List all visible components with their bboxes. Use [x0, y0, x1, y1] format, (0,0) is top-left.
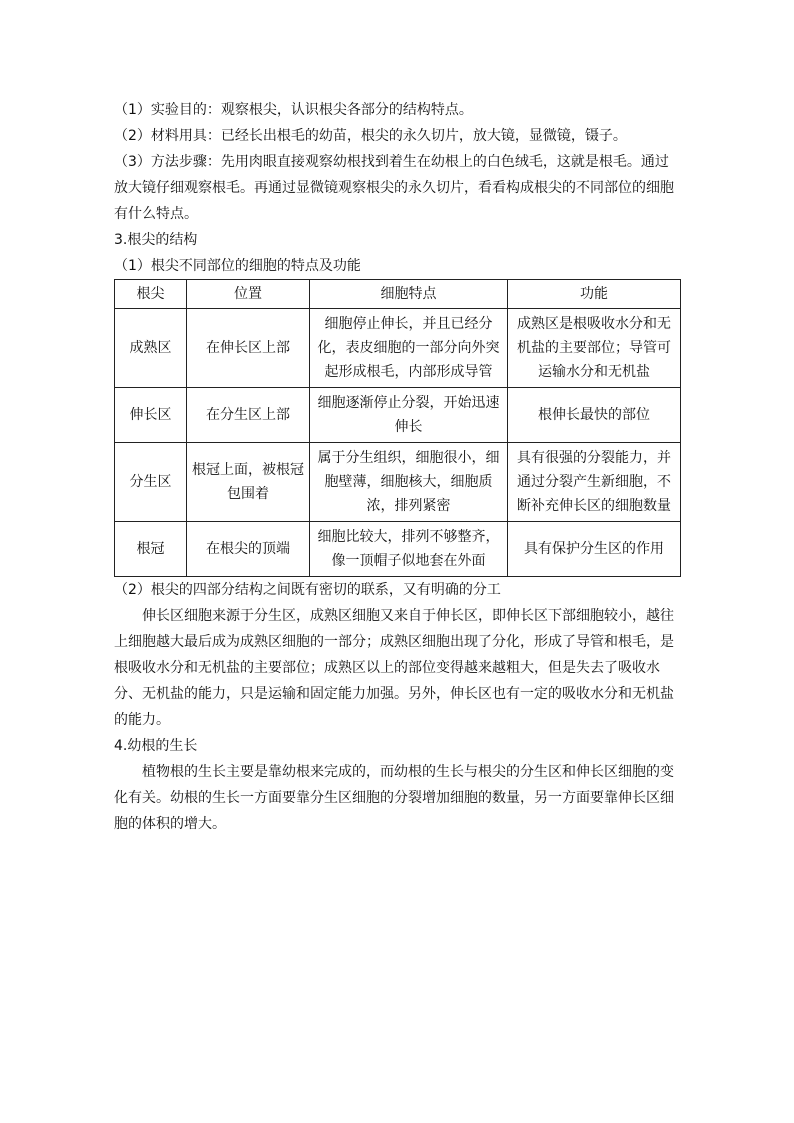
- row-region-name: 分生区: [115, 443, 187, 522]
- table-header-row: [115, 280, 681, 309]
- row-function: 根伸长最快的部位: [508, 388, 681, 443]
- header-root-tip: 根尖: [115, 280, 187, 309]
- table-row: [115, 388, 681, 443]
- root-tip-table: [114, 279, 681, 577]
- row-function: 具有保护分生区的作用: [508, 522, 681, 577]
- method-steps: （3）方法步骤：先用肉眼直接观察幼根找到着生在幼根上的白色绒毛，这就是根毛。通过放大镜仔细观察根毛。再通过显微镜观察根尖的永久切片，看看构成根尖的不同部位的细胞有什么特点。: [114, 154, 674, 222]
- row-region-name: 根冠: [115, 522, 187, 577]
- row-position: 在伸长区上部: [187, 309, 310, 388]
- document-content: [114, 97, 680, 837]
- subheading-division-of-labor: （2）根尖的四部分结构之间既有密切的联系，又有明确的分工: [114, 582, 501, 598]
- young-root-growth-body: 植物根的生长主要是靠幼根来完成的，而幼根的生长与根尖的分生区和伸长区细胞的变化有关。幼根的生长一方面要靠分生区细胞的分裂增加细胞的数量，另一方面要靠伸长区细胞的体积的增大。: [114, 764, 674, 832]
- subheading-cell-features: （1）根尖不同部位的细胞的特点及功能: [114, 258, 361, 274]
- section-heading-root-tip-structure: 3.根尖的结构: [114, 232, 198, 248]
- row-region-name: 伸长区: [115, 388, 187, 443]
- row-position: 根冠上面，被根冠包围着: [187, 443, 310, 522]
- header-position: 位置: [187, 280, 310, 309]
- header-cell-features: 细胞特点: [310, 280, 508, 309]
- row-function: 成熟区是根吸收水分和无机盐的主要部位；导管可运输水分和无机盐: [508, 309, 681, 388]
- row-cell-features: 细胞停止伸长，并且已经分化，表皮细胞的一部分向外突起形成根毛，内部形成导管: [310, 309, 508, 388]
- row-region-name: 成熟区: [115, 309, 187, 388]
- section-heading-young-root-growth: 4.幼根的生长: [114, 738, 198, 754]
- row-position: 在根尖的顶端: [187, 522, 310, 577]
- experiment-purpose: （1）实验目的：观察根尖，认识根尖各部分的结构特点。: [114, 102, 473, 118]
- row-cell-features: 细胞逐渐停止分裂，开始迅速伸长: [310, 388, 508, 443]
- table-row: [115, 443, 681, 522]
- table-row: [115, 522, 681, 577]
- row-cell-features: 属于分生组织，细胞很小，细胞壁薄，细胞核大，细胞质浓，排列紧密: [310, 443, 508, 522]
- row-cell-features: 细胞比较大，排列不够整齐，像一顶帽子似地套在外面: [310, 522, 508, 577]
- table-row: [115, 309, 681, 388]
- materials-tools: （2）材料用具：已经长出根毛的幼苗，根尖的永久切片，放大镜，显微镜，镊子。: [114, 128, 627, 144]
- row-function: 具有很强的分裂能力，并通过分裂产生新细胞，不断补充伸长区的细胞数量: [508, 443, 681, 522]
- row-position: 在分生区上部: [187, 388, 310, 443]
- header-function: 功能: [508, 280, 681, 309]
- division-of-labor-body: 伸长区细胞来源于分生区，成熟区细胞又来自于伸长区，即伸长区下部细胞较小，越往上细胞越大最后成为成熟区细胞的一部分；成熟区细胞出现了分化，形成了导管和根毛，是根吸收水分和无机盐的主要部位；成熟区以上的部位变得越来越粗大，但是失去了吸收水分、无机盐的能力，只是运输和固定能力加强。另外，伸长区也有一定的吸收水分和无机盐的能力。: [114, 608, 674, 728]
